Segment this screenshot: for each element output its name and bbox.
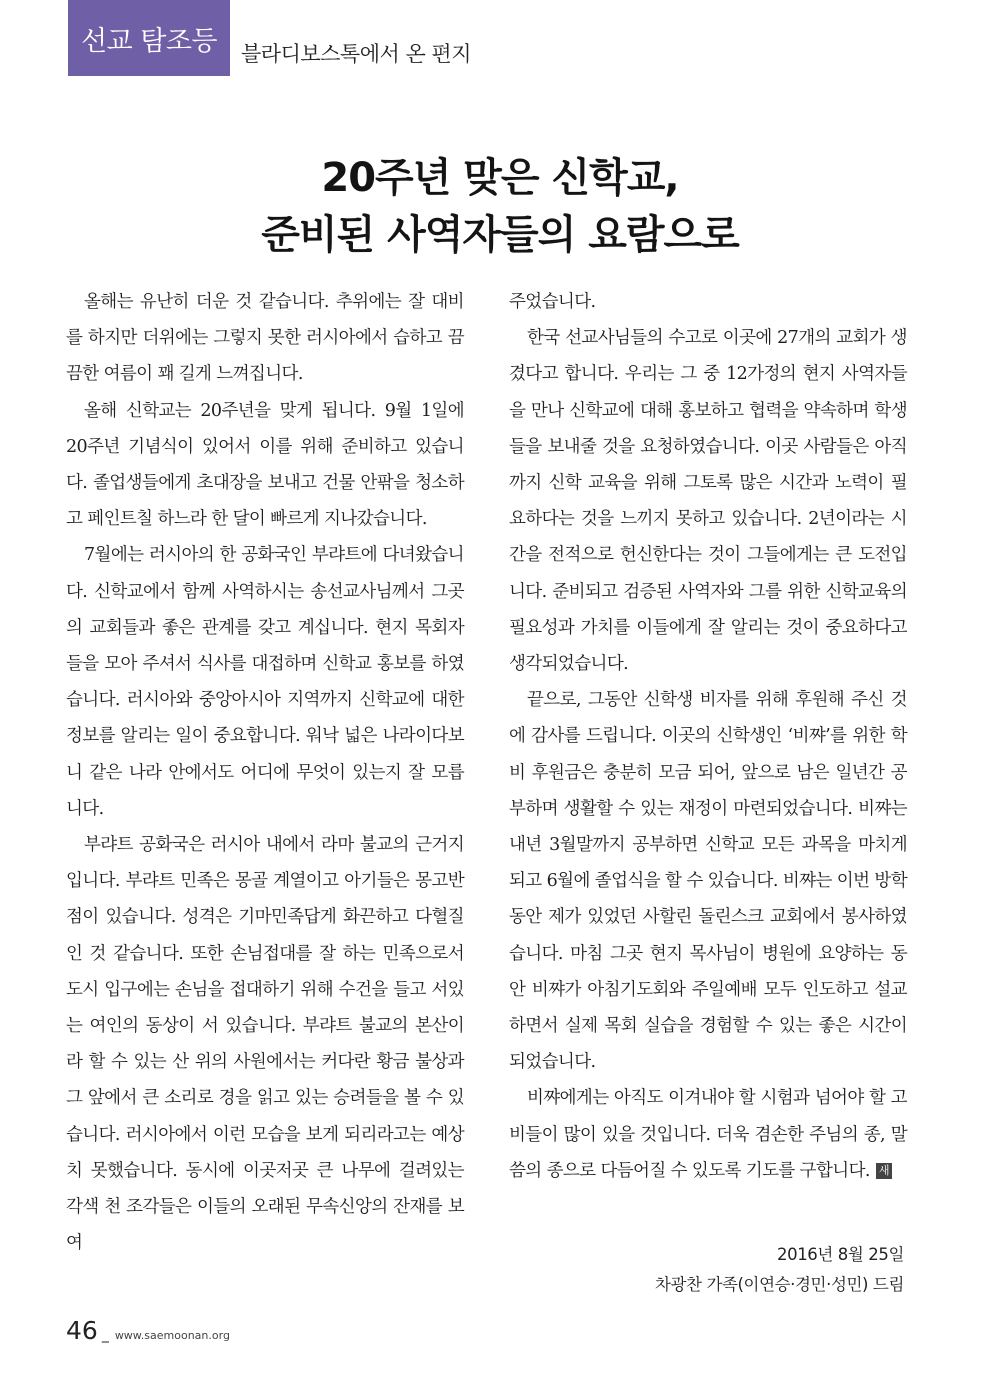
right-column [509, 284, 907, 1189]
paragraph: 한국 선교사님들의 수고로 이곳에 27개의 교회가 생겼다고 합니다. 우리는 그 중 12가정의 현지 사역자들을 만나 신학교에 대해 홍보하고 협력을 약속하며 학생들을 보내줄 것을 요청하였습니다. 이곳 사람들은 아직까지 신학 교육을 위해 그토록 많은 시간과 노력이 필요하다는 것을 느끼지 못하고 있습니다. 2년이라는 시간을 전적으로 헌신한다는 것이 그들에게는 큰 도전입니다. 준비되고 검증된 사역자와 그를 위한 신학교육의 필요성과 가치를 이들에게 잘 알리는 것이 중요하다고 생각되었습니다. [509, 328, 907, 675]
closing-paragraph [509, 1080, 907, 1189]
title-line-1: 20주년 맞은 신학교, [321, 155, 679, 201]
letter-date: 2016년 8월 25일 [777, 1245, 904, 1264]
section-tag: 선교 탐조등 [68, 0, 230, 76]
paragraph: 올해는 유난히 더운 것 같습니다. 추위에는 잘 대비를 하지만 더위에는 그렇지 못한 러시아에서 습하고 끔끔한 여름이 꽤 길게 느껴집니다. [66, 292, 464, 385]
signoff [655, 1240, 904, 1300]
letter-signature: 차광찬 가족(이연승·경민·성민) 드림 [654, 1275, 904, 1294]
website-link[interactable]: www.saemoonan.org [114, 1329, 230, 1342]
paragraph: 끝으로, 그동안 신학생 비자를 위해 후원해 주신 것에 감사를 드립니다. 이곳의 신학생인 ‘비쨔’를 위한 학비 후원금은 충분히 모금 되어, 앞으로 남은 일년간 공부하며 생활할 수 있는 재정이 마련되었습니다. 비쨔는 내년 3월말까지 공부하면 신학교 모든 과목을 마치게 되고 6월에 졸업식을 할 수 있습니다. 비쨔는 이번 방학동안 제가 있었던 사할린 돌린스크 교회에서 봉사하였습니다. 마침 그곳 현지 목사님이 병원에 요양하는 동안 비쨔가 아침기도회와 주일예배 모두 인도하고 설교하면서 실제 목회 실습을 경험할 수 있는 좋은 시간이 되었습니다. [509, 690, 907, 1073]
closing-text: 비쨔에게는 아직도 이겨내야 할 시험과 넘어야 할 고비들이 많이 있을 것입니다. 더욱 겸손한 주님의 종, 말씀의 종으로 다듬어질 수 있도록 기도를 구합니다. [509, 1088, 907, 1181]
end-mark-icon: 새 [876, 1163, 892, 1179]
article-title [0, 150, 1000, 264]
paragraph: 부랴트 공화국은 러시아 내에서 라마 불교의 근거지입니다. 부랴트 민족은 몽골 계열이고 아기들은 몽고반점이 있습니다. 성격은 기마민족답게 화끈하고 다혈질인 것 같습니다. 또한 손님접대를 잘 하는 민족으로서 도시 입구에는 손님을 접대하기 위해 수건을 들고 서있는 여인의 동상이 서 있습니다. 부랴트 불교의 본산이라 할 수 있는 산 위의 사원에서는 커다란 황금 불상과 그 앞에서 큰 소리로 경을 읽고 있는 승려들을 볼 수 있습니다. 러시아에서 이런 모습을 보게 되리라고는 예상치 못했습니다. 동시에 이곳저곳 큰 나무에 걸려있는 각색 천 조각들은 이들의 오래된 무속신앙의 잔재를 보여 [66, 835, 464, 1254]
paragraph-continuation: 주었습니다. [509, 292, 596, 312]
page-footer [66, 1316, 230, 1345]
section-subtitle: 블라디보스톡에서 온 편지 [241, 42, 471, 66]
paragraph: 7월에는 러시아의 한 공화국인 부랴트에 다녀왔습니다. 신학교에서 함께 사역하시는 송선교사님께서 그곳의 교회들과 좋은 관계를 갖고 계십니다. 현지 목회자들을 모아 주셔서 식사를 대접하며 신학교 홍보를 하였습니다. 러시아와 중앙아시아 지역까지 신학교에 대한 정보를 알리는 일이 중요합니다. 워낙 넓은 나라이다보니 같은 나라 안에서도 어디에 무엇이 있는지 잘 모릅니다. [66, 545, 464, 819]
left-column [66, 284, 464, 1261]
title-line-2: 준비된 사역자들의 요람으로 [261, 212, 739, 258]
footer-separator: _ [101, 1327, 109, 1343]
page-number: 46 [66, 1316, 98, 1345]
paragraph: 올해 신학교는 20주년을 맞게 됩니다. 9월 1일에 20주년 기념식이 있어서 이를 위해 준비하고 있습니다. 졸업생들에게 초대장을 보내고 건물 안팎을 청소하고 페인트칠 하느라 한 달이 빠르게 지나갔습니다. [66, 400, 464, 530]
